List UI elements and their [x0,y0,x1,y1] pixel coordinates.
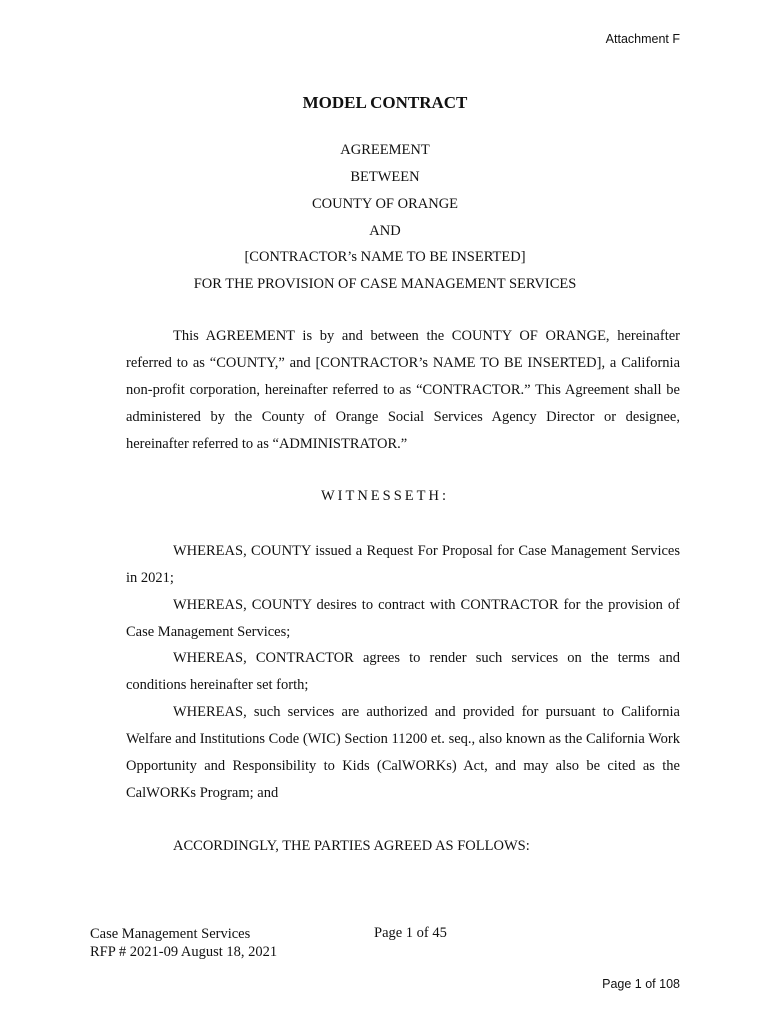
heading-line: AND [369,223,401,239]
heading-line: FOR THE PROVISION OF CASE MANAGEMENT SERVICES [193,276,577,292]
witnesseth-heading: WITNESSETH: [320,488,450,504]
heading-line: BETWEEN [350,169,420,185]
attachment-label: Attachment F [605,32,680,46]
page-number-total: Page 1 of 108 [602,977,680,991]
whereas-paragraph: WHEREAS, COUNTY desires to contract with CONTRACTOR for the provision of Case Management Services; [126,597,680,640]
whereas-paragraph: WHEREAS, such services are authorized and provided for pursuant to California Welfare and Institutions Code (WIC) Section 11200 et. seq., also known as the California Work Opportunity and Responsibility to Kids (CalWORKs) Act, and may also be cited as the CalWORKs Program; and [126,704,680,801]
heading-line: COUNTY OF ORANGE [311,196,459,212]
accordingly-paragraph: ACCORDINGLY, THE PARTIES AGREED AS FOLLOWS: [173,838,530,854]
footer-info [90,925,277,961]
intro-paragraph: This AGREEMENT is by and between the COUNTY OF ORANGE, hereinafter referred to as “COUNTY,” and [CONTRACTOR’s NAME TO BE INSERTED], a California non-profit corporation, hereinafter referred to as “CONTRACTOR.” This Agreement shall be administered by the County of Orange Social Services Agency Director or designee, hereinafter referred to as “ADMINISTRATOR.” [126,328,680,452]
footer-line: RFP # 2021-09 August 18, 2021 [90,944,278,960]
document-title: MODEL CONTRACT [302,93,468,112]
heading-line: AGREEMENT [340,142,430,158]
whereas-paragraph: WHEREAS, CONTRACTOR agrees to render such services on the terms and conditions hereinafter set forth; [126,650,680,693]
footer-line: Case Management Services [90,926,251,942]
whereas-paragraph: WHEREAS, COUNTY issued a Request For Proposal for Case Management Services in 2021; [126,543,680,586]
page-number-section: Page 1 of 45 [374,925,447,941]
heading-line: [CONTRACTOR’s NAME TO BE INSERTED] [244,249,526,265]
